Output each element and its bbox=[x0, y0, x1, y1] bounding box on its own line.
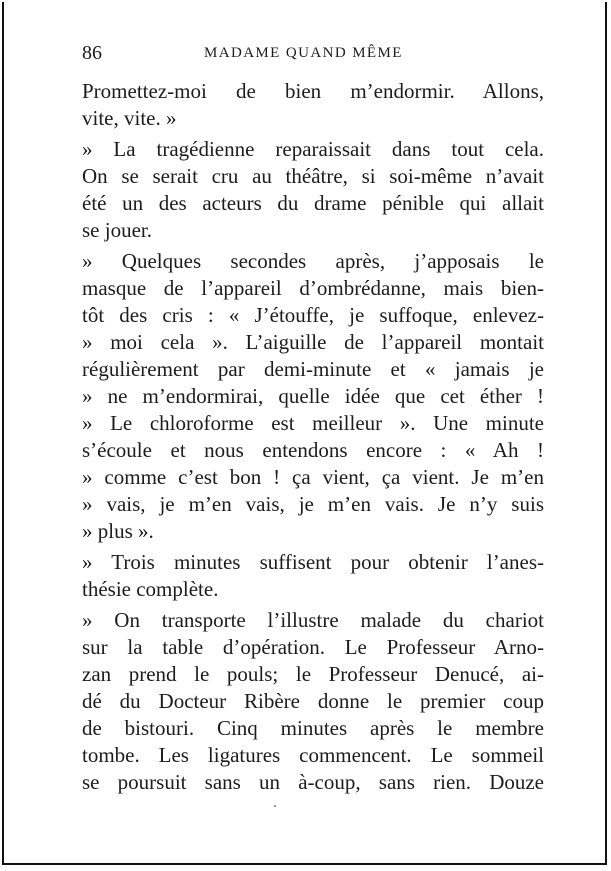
text-line: thésie complète. bbox=[82, 577, 219, 601]
text-line: sur la table d’opération. Le Professeur Arno- bbox=[82, 635, 544, 659]
text-line: » vais, je m’en vais, je m’en vais. Je n’y suis bbox=[82, 492, 544, 516]
text-line: se poursuit sans un à-coup, sans rien. Douze bbox=[82, 770, 544, 794]
text-line: masque de l’appareil d’ombrédanne, mais bien- bbox=[82, 276, 544, 300]
print-speck bbox=[274, 805, 276, 807]
text-line: » Le chloroforme est meilleur ». Une minute bbox=[82, 411, 544, 435]
text-line: zan prend le pouls; le Professeur Denucé, ai- bbox=[82, 662, 544, 686]
text-line: s’écoule et nous entendons encore : « Ah ! bbox=[82, 438, 544, 462]
text-line: » moi cela ». L’aiguille de l’appareil montait bbox=[82, 330, 544, 354]
text-line: régulièrement par demi-minute et « jamais je bbox=[82, 357, 544, 381]
book-page bbox=[2, 2, 607, 865]
text-line: » ne m’endormirai, quelle idée que cet éther ! bbox=[82, 384, 544, 408]
running-title: MADAME QUAND MÊME bbox=[204, 45, 403, 61]
text-line: de bistouri. Cinq minutes après le membre bbox=[82, 716, 544, 740]
text-line: » Trois minutes suffisent pour obtenir l’anes- bbox=[82, 550, 544, 574]
text-line: dé du Docteur Ribère donne le premier coup bbox=[82, 689, 544, 713]
text-line: se jouer. bbox=[82, 218, 152, 242]
page-header bbox=[4, 42, 605, 64]
text-line: tombe. Les ligatures commencent. Le sommeil bbox=[82, 743, 544, 767]
text-line: tôt des cris : « J’étouffe, je suffoque, enlevez- bbox=[82, 303, 544, 327]
body-text bbox=[82, 78, 544, 796]
text-line: Promettez-moi de bien m’endormir. Allons, bbox=[82, 79, 544, 103]
text-line: » plus ». bbox=[82, 519, 154, 543]
text-line: » On transporte l’illustre malade du chariot bbox=[82, 608, 544, 632]
text-line: » Quelques secondes après, j’apposais le bbox=[82, 249, 544, 273]
text-line: On se serait cru au théâtre, si soi-même n’avait bbox=[82, 164, 544, 188]
text-line: été un des acteurs du drame pénible qui allait bbox=[82, 191, 544, 215]
text-line: vite, vite. » bbox=[82, 106, 177, 130]
text-line: » comme c’est bon ! ça vient, ça vient. Je m’en bbox=[82, 465, 544, 489]
page-number: 86 bbox=[82, 42, 102, 64]
text-line: » La tragédienne reparaissait dans tout cela. bbox=[82, 137, 544, 161]
